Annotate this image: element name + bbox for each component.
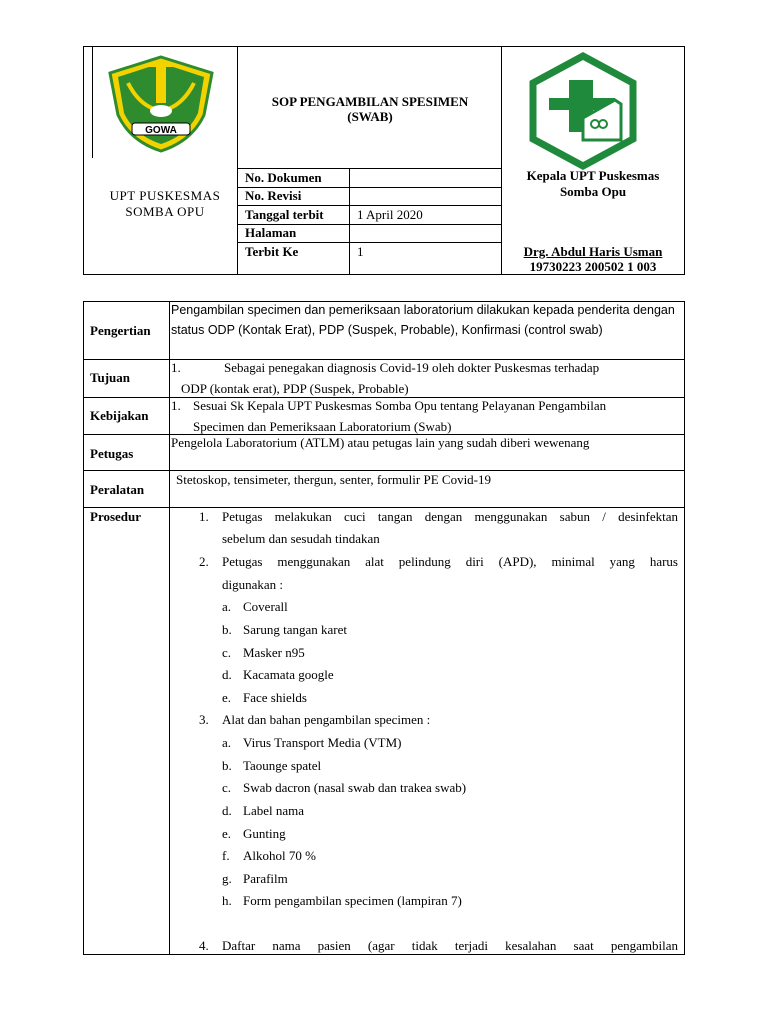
step-4-number: 4.	[199, 938, 209, 953]
step-3-item-g-letter: g.	[222, 871, 232, 886]
gowa-regency-logo	[104, 53, 218, 153]
tujuan-line-1: Sebagai penegakan diagnosis Covid-19 oleh dokter Puskesmas terhadap	[224, 360, 600, 375]
field-value-terbit-ke: 1	[357, 244, 364, 259]
step-2-number: 2.	[199, 554, 209, 569]
step-2-item-e-letter: e.	[222, 690, 232, 705]
step-3-item-f: Alkohol 70 %	[243, 848, 316, 863]
field-label-terbit-ke: Terbit Ke	[245, 244, 299, 259]
step-3-item-a: Virus Transport Media (VTM)	[243, 735, 402, 750]
gowa-logo-text: GOWA	[145, 125, 177, 136]
step-3-item-a-letter: a.	[222, 735, 232, 750]
label-prosedur: Prosedur	[90, 509, 142, 524]
step-3-item-c-letter: c.	[222, 780, 232, 795]
step-1-line-1: Petugas melakukan cuci tangan dengan menggunakan sabun / desinfektan	[222, 509, 678, 524]
step-2-line-2: digunakan :	[222, 577, 284, 592]
step-3-item-d-letter: d.	[222, 803, 232, 818]
signer-title: Kepala UPT Puskesmas Somba Opu	[526, 168, 660, 199]
document-title: SOP PENGAMBILAN SPESIMEN (SWAB)	[271, 94, 469, 124]
step-3-item-e: Gunting	[243, 826, 286, 841]
step-2-item-c-letter: c.	[222, 645, 232, 660]
text-peralatan: Stetoskop, tensimeter, thergun, senter, formulir PE Covid-19	[176, 472, 492, 487]
signer-name: Drg. Abdul Haris Usman	[523, 244, 663, 259]
step-2-item-d-letter: d.	[222, 667, 232, 682]
field-label-no-dokumen: No. Dokumen	[245, 170, 322, 185]
step-2-item-a: Coverall	[243, 599, 288, 614]
step-2-item-c: Masker n95	[243, 645, 305, 660]
step-3-item-h-letter: h.	[222, 893, 232, 908]
step-3-item-c: Swab dacron (nasal swab dan trakea swab)	[243, 780, 467, 795]
signer-nip: 19730223 200502 1 003	[529, 259, 657, 274]
step-3-item-g: Parafilm	[243, 871, 288, 886]
field-label-no-revisi: No. Revisi	[245, 188, 302, 203]
kebijakan-line-2: Specimen dan Pemeriksaan Laboratorium (Swab)	[193, 419, 452, 434]
step-4-line-1: Daftar nama pasien (agar tidak terjadi kesalahan saat pengambilan	[222, 938, 678, 953]
kebijakan-number: 1.	[171, 398, 181, 413]
step-3-item-f-letter: f.	[222, 848, 230, 863]
label-pengertian: Pengertian	[90, 323, 151, 338]
step-3-item-b: Taounge spatel	[243, 758, 322, 773]
tujuan-number: 1.	[171, 360, 181, 375]
kebijakan-line-1: Sesuai Sk Kepala UPT Puskesmas Somba Opu tentang Pelayanan Pengambilan	[193, 398, 607, 413]
label-petugas: Petugas	[90, 446, 134, 461]
step-2-line-1: Petugas menggunakan alat pelindung diri (APD), minimal yang harus	[222, 554, 678, 569]
step-2-item-a-letter: a.	[222, 599, 232, 614]
step-1-line-2: sebelum dan sesudah tindakan	[222, 531, 380, 546]
step-2-item-e: Face shields	[243, 690, 307, 705]
label-tujuan: Tujuan	[90, 370, 130, 385]
step-3-number: 3.	[199, 712, 209, 727]
field-label-tanggal-terbit: Tanggal terbit	[245, 207, 324, 222]
field-label-halaman: Halaman	[245, 225, 297, 240]
text-pengertian: Pengambilan specimen dan pemeriksaan laboratorium dilakukan kepada penderita dengan status ODP (Kontak Erat), PDP (Suspek, Probable), Konfirmasi (control swab)	[171, 303, 675, 337]
step-2-item-b: Sarung tangan karet	[243, 622, 347, 637]
puskesmas-logo	[527, 52, 639, 170]
field-value-tanggal-terbit: 1 April 2020	[357, 207, 423, 222]
step-3-item-h: Form pengambilan specimen (lampiran 7)	[243, 893, 462, 908]
tujuan-line-2: ODP (kontak erat), PDP (Suspek, Probable)	[181, 381, 409, 396]
step-3-item-e-letter: e.	[222, 826, 232, 841]
step-3-item-b-letter: b.	[222, 758, 232, 773]
text-petugas: Pengelola Laboratorium (ATLM) atau petugas lain yang sudah diberi wewenang	[171, 435, 590, 450]
org-name: UPT PUSKESMAS SOMBA OPU	[109, 188, 221, 219]
step-3-item-d: Label nama	[243, 803, 304, 818]
label-peralatan: Peralatan	[90, 482, 145, 497]
step-3-line-1: Alat dan bahan pengambilan specimen :	[222, 712, 431, 727]
step-1-number: 1.	[199, 509, 209, 524]
step-2-item-b-letter: b.	[222, 622, 232, 637]
step-2-item-d: Kacamata google	[243, 667, 334, 682]
label-kebijakan: Kebijakan	[90, 408, 149, 423]
